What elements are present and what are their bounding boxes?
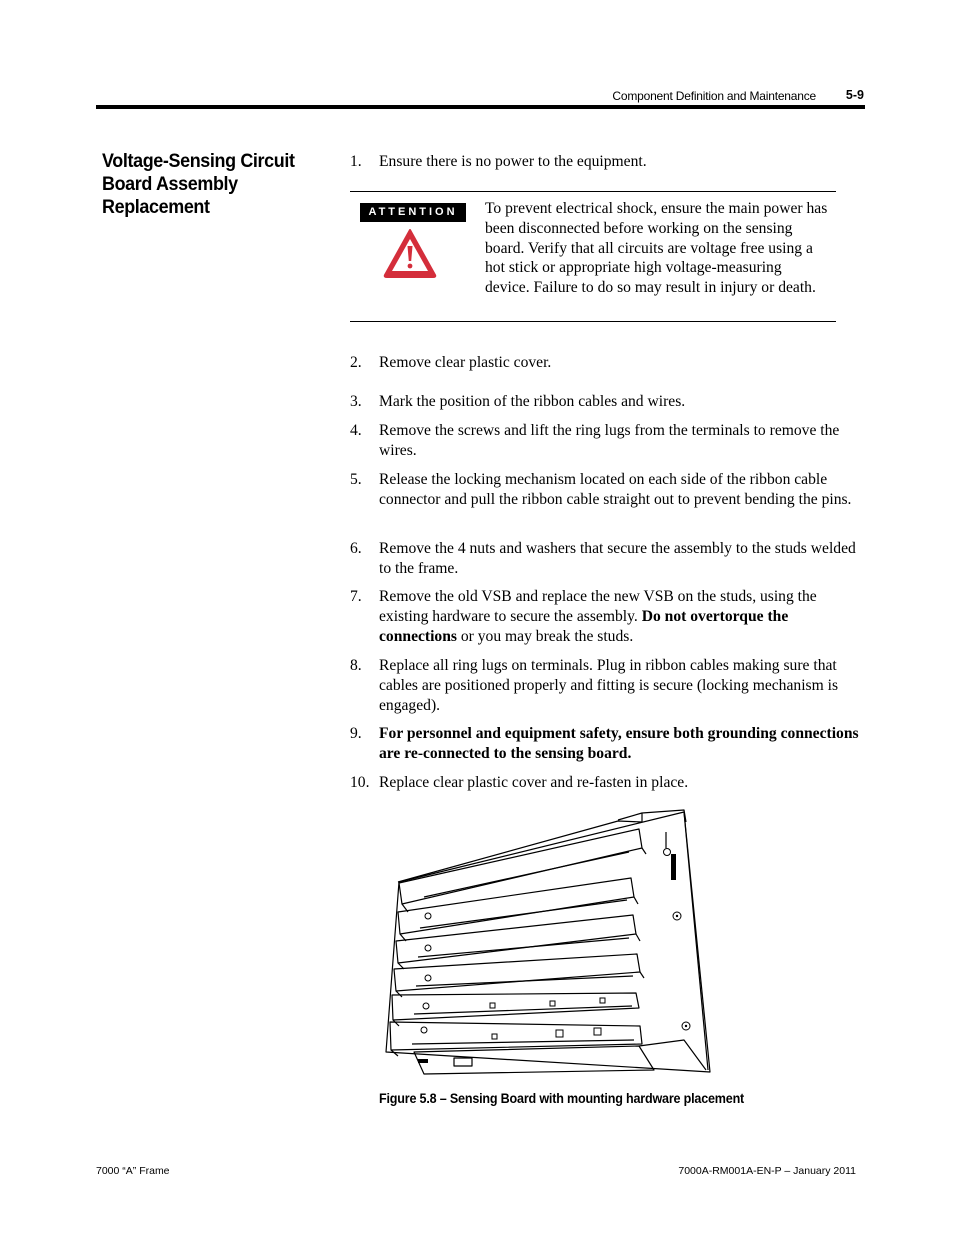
step-text: Mark the position of the ribbon cables and wires. xyxy=(379,393,686,410)
step-number: 7. xyxy=(350,588,362,605)
warning-triangle-icon xyxy=(382,227,438,279)
step-text: Replace all ring lugs on terminals. Plug in ribbon cables making sure that cables are positioned properly and fitting is secure (locking mechanism is engaged). xyxy=(379,657,839,714)
section-heading: Voltage-Sensing Circuit Board Assembly Replacement xyxy=(102,150,295,218)
step-safety-bold: For personnel and equipment safety, ensure both grounding connections are re-connected to the sensing board. xyxy=(379,725,859,762)
step-text xyxy=(379,724,865,764)
step-number: 4. xyxy=(350,422,362,439)
step-text: Ensure there is no power to the equipment. xyxy=(379,153,647,170)
header-rule xyxy=(96,105,865,109)
step-number: 1. xyxy=(350,153,362,170)
step-text: Remove clear plastic cover. xyxy=(379,354,552,371)
step-number: 10. xyxy=(350,774,370,791)
attention-box xyxy=(350,191,836,322)
attention-label: ATTENTION xyxy=(360,203,466,222)
step-text: Remove the old VSB and replace the new VSB on the studs, using the existing hardware to secure the assembly. Do not overtorque the connections or you may break the studs. xyxy=(379,588,817,645)
step-number: 9. xyxy=(350,725,362,742)
step-number: 8. xyxy=(350,657,362,674)
running-header-title: Component Definition and Maintenance xyxy=(612,89,816,103)
step-number: 3. xyxy=(350,393,362,410)
step-text: Remove the screws and lift the ring lugs from the terminals to remove the wires. xyxy=(379,422,840,459)
step-text: Replace clear plastic cover and re-fasten in place. xyxy=(379,774,689,791)
figure-caption: Figure 5.8 – Sensing Board with mounting hardware placement xyxy=(379,1091,745,1106)
footer-product: 7000 “A” Frame xyxy=(96,1165,170,1177)
page-number: 5-9 xyxy=(845,88,864,102)
step-number: 2. xyxy=(350,354,362,371)
sensing-board-figure xyxy=(384,808,718,1076)
step-text: Remove the 4 nuts and washers that secure the assembly to the studs welded to the frame. xyxy=(379,540,856,577)
step-number: 6. xyxy=(350,540,362,557)
footer-publication: 7000A-RM001A-EN-P – January 2011 xyxy=(678,1165,856,1177)
step-warning-bold: Do not overtorque the connections xyxy=(379,607,789,645)
step-text: Release the locking mechanism located on each side of the ribbon cable connector and pull the ribbon cable straight out to prevent bending the pins. xyxy=(379,471,852,508)
step-number: 5. xyxy=(350,471,362,488)
attention-text: To prevent electrical shock, ensure the main power has been disconnected before working on the sensing board. Verify that all circuits are voltage free using a hot stick or appropriate high voltage-measuring device. Failure to do so may result in injury or death. xyxy=(485,200,828,297)
